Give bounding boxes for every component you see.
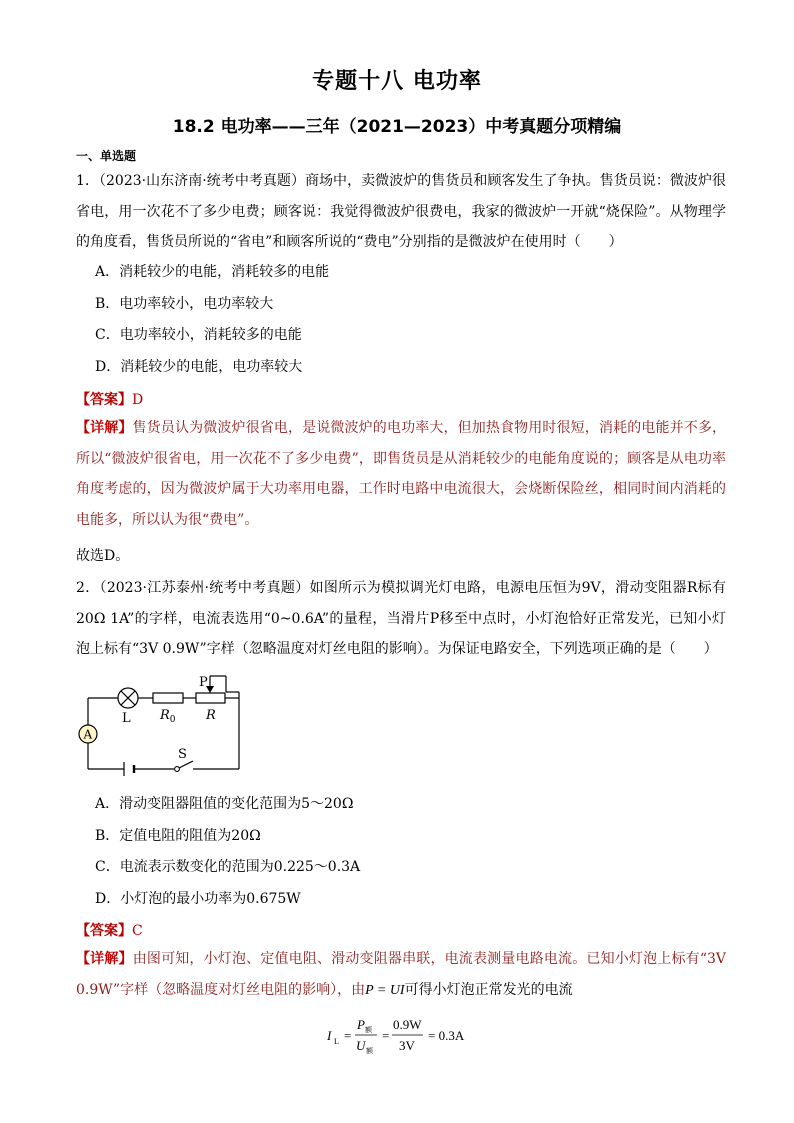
answer-value: D	[132, 392, 144, 408]
detail-tail: 可得小灯泡正常发光的电流	[404, 981, 573, 998]
page-subtitle: 18.2 电功率——三年（2021—2023）中考真题分项精编	[172, 117, 622, 137]
r0-resistor	[153, 693, 183, 703]
q1-option-d: D．消耗较少的电能，电功率较大	[95, 359, 303, 375]
q2-detail	[76, 944, 726, 1006]
formula-current	[325, 1012, 485, 1058]
question-2-stem: 2．（2023·江苏泰州·统考中考真题）如图所示为模拟调光灯电路，电源电压恒为9V，滑动变阻器R标有20Ω 1A”的字样，电流表选用“0~0.6A”的量程，当滑片P移至中点时，小灯泡恰好正常发光，已知小灯泡上标有“3V 0.9W”字样（忽略温度对灯丝电阻的影响）。为保证电路安全，下列选项正确的是（ ）	[76, 580, 726, 657]
answer-tag: 【答案】	[76, 392, 132, 408]
switch-label: S	[178, 747, 187, 762]
q1-option-b: B．电功率较小，电功率较大	[95, 296, 274, 312]
svg-text:I: I	[327, 1028, 332, 1043]
ammeter-label: A	[83, 727, 93, 742]
q2-option-b: B．定值电阻的阻值为20Ω	[95, 828, 261, 844]
q1-conclusion: 故选D。	[76, 548, 130, 564]
svg-text:= 0.3A: = 0.3A	[428, 1028, 465, 1043]
answer-tag: 【答案】	[76, 923, 132, 939]
q2-option-c: C．电流表示数变化的范围为0.225～0.3A	[95, 859, 361, 875]
section-heading: 一、单选题	[76, 149, 137, 163]
detail-tag: 【详解】	[76, 951, 133, 967]
q1-answer	[76, 389, 143, 409]
page-title: 专题十八 电功率	[312, 69, 482, 94]
svg-text:P: P	[357, 1017, 365, 1032]
svg-text:=: =	[344, 1028, 352, 1043]
detail-text: 售货员认为微波炉很省电，是说微波炉的电功率大，但加热食物用时很短，消耗的电能并不多，所以“微波炉很省电，用一次花不了多少电费”，即售货员是从消耗较少的电能角度说的；顾客是从电功率角度考虑的，因为微波炉属于大功率用电器，工作时电路中电流很大，会烧断保险丝，相同时间内消耗的电能多，所以认为很“费电”。	[76, 420, 727, 528]
q2-option-d: D．小灯泡的最小功率为0.675W	[95, 891, 301, 907]
q2-answer	[76, 920, 143, 940]
question-1-stem: 1．（2023·山东济南·统考中考真题）商场中，卖微波炉的售货员和顾客发生了争执。售货员说：微波炉很省电，用一次花不了多少电费；顾客说：我觉得微波炉很费电，我家的微波炉一开就“烧保险”。从物理学的角度看，售货员所说的“省电”和顾客所说的“费电”分别指的是微波炉在使用时（ ）	[76, 173, 726, 250]
svg-text:0.9W: 0.9W	[393, 1017, 422, 1032]
svg-text:3V: 3V	[399, 1038, 415, 1053]
svg-text:额: 额	[365, 1026, 372, 1034]
svg-text:额: 额	[366, 1047, 373, 1055]
q2-option-a: A．滑动变阻器阻值的变化范围为5～20Ω	[95, 796, 354, 812]
r0-label: $R_0$	[160, 708, 176, 725]
q1-option-a: A．消耗较少的电能，消耗较多的电能	[95, 264, 330, 280]
svg-text:=: =	[382, 1028, 390, 1043]
svg-text:U: U	[356, 1038, 366, 1053]
answer-value: C	[132, 923, 143, 939]
detail-text: 由图可知，小灯泡、定值电阻、滑动变阻器串联，电流表测量电路电流。已知小灯泡上标有“3V 0.9W”字样（忽略温度对灯丝电阻的影响），由	[76, 951, 726, 998]
circuit-diagram	[76, 668, 246, 778]
q1-option-c: C．电功率较小，消耗较多的电能	[95, 327, 302, 343]
lamp-symbol	[118, 688, 138, 708]
slider-label: P	[199, 675, 208, 690]
formula-inline: P = UI	[365, 982, 405, 998]
rheostat-resistor	[196, 693, 225, 703]
detail-tag: 【详解】	[76, 420, 133, 436]
q1-detail	[76, 413, 726, 535]
rheostat-label: R	[206, 708, 216, 723]
lamp-label: L	[122, 711, 131, 726]
switch-symbol	[175, 767, 180, 772]
svg-text:L: L	[334, 1037, 339, 1046]
